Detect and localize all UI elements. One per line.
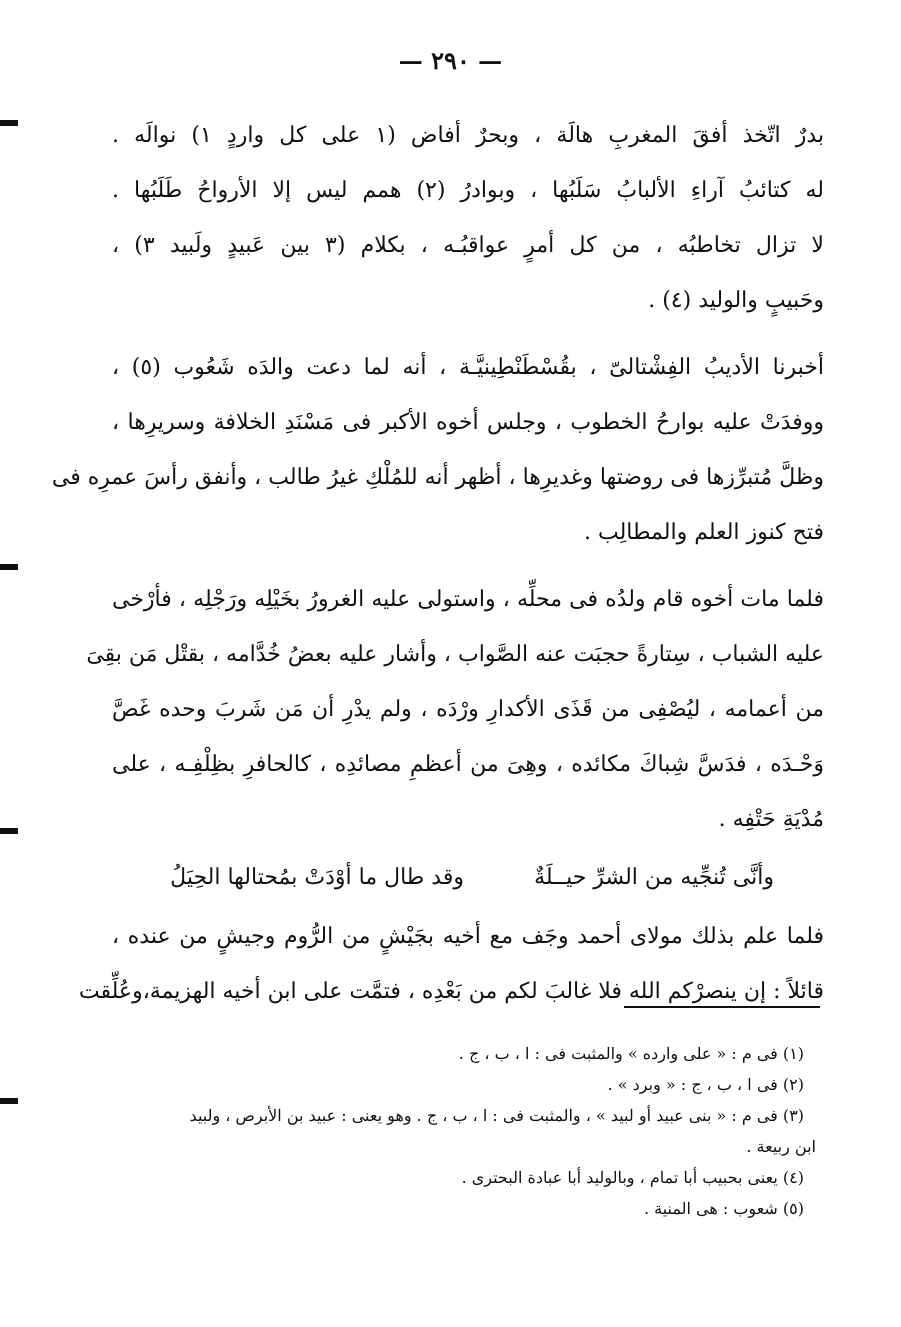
verse-hemistich-first: وأنَّى تُنجِّيه من الشرِّ حيــلَةٌ xyxy=(534,865,774,890)
text-line: وحَبيبٍ والوليد (٤) . xyxy=(648,288,824,313)
text-line: عليه الشباب ، سِتارةً حجبَت عنه الصَّواب ، وأشار عليه بعضُ خُدَّامه ، بقتْل مَن بقِىَ xyxy=(86,642,824,667)
footnote-divider xyxy=(624,1006,820,1008)
footnote-continuation: ابن ربيعة . xyxy=(746,1137,816,1156)
text-line: من أعمامه ، ليُصْفِى من قَذَى الأكدارِ ورْدَه ، ولم يدْرِ أن مَن شَربَ وحده غَصَّ xyxy=(112,697,824,722)
text-line: وَحْـدَه ، فدَسَّ شِباكَ مكائده ، وهِىَ من أعظمِ مصائدِه ، كالحافرِ بظِلْفِـه ، على xyxy=(112,752,824,777)
text-line: فتح كنوز العلم والمطالِب . xyxy=(584,520,824,545)
scan-edge-mark xyxy=(0,120,18,126)
footnote: (٤) يعنى بحبيب أبا تمام ، وبالوليد أبا عبادة البحترى . xyxy=(461,1168,804,1187)
footnote: (١) فى م : « على وارده » والمثبت فى : ا ، ب ، ج . xyxy=(458,1044,804,1063)
text-line: أخبرنا الأديبُ الفِشْتالىّ ، بقُسْطَنْطِينيَّـة ، أنه لما دعت والدَه شَعُوب (٥) ، xyxy=(112,355,824,380)
text-line: بدرٌ اتّخذ أفقَ المغربِ هالَة ، وبحرٌ أفاض (١ على كل واردٍ ١) نوالَه . xyxy=(112,123,825,148)
main-text xyxy=(51,108,825,1019)
text-line: له كتائبُ آراءِ الألبابُ سَلَبُها ، وبوادرُ (٢) همم ليس إلا الأرواحُ طَلَبُها . xyxy=(112,178,824,203)
verse-hemistich-second: وقد طال ما أوْدَتْ بمُحتالها الحِيَلُ xyxy=(170,865,464,890)
footnote: (٢) فى ا ، ب ، ج : « وبرد » . xyxy=(607,1075,804,1094)
text-line: فلما مات أخوه قام ولدُه فى محلِّه ، واستولى عليه الغرورُ بخَيْلِه ورَجْلِه ، فأرْخى xyxy=(112,587,824,612)
text-line: وظلَّ مُتبرِّزها فى روضتها وغديرِها ، أظهر أنه للمُلْكِ غيرُ طالب ، وأنفق رأسَ عمرِه فى xyxy=(51,465,824,490)
text-line: مُدْيَةِ حَتْفِه . xyxy=(718,807,824,832)
scan-edge-mark xyxy=(0,564,18,570)
text-line: لا تزال تخاطبُه ، من كل أمرٍ عواقبُـه ، بكلام (٣ بين عَبيدٍ ولَبيد ٣) ، xyxy=(112,233,824,258)
footnote: (٥) شعوب : هى المنية . xyxy=(643,1199,804,1218)
text-line: ووفدَتْ عليه بوارحُ الخطوب ، وجلس أخوه الأكبر فى مَسْنَدِ الخلافة وسريرِها ، xyxy=(112,410,824,435)
page-number: — ٢٩٠ — xyxy=(398,46,503,75)
text-line: فلما علم بذلك مولاى أحمد وجَف مع أخيه بجَيْشٍ من الرُّوم وجيشٍ من عنده ، xyxy=(112,924,824,949)
text-line: قائلاً : إن ينصرْكم الله فلا غالبَ لكم من بَعْدِه ، فتمَّت على ابن أخيه الهزيمة،وعُلِّقت xyxy=(78,979,824,1004)
poetry-verse xyxy=(112,847,824,909)
footnote: (٣) فى م : « بنى عبيد أو لبيد » ، والمثبت فى : ا ، ب ، ج . وهو يعنى : عبيد بن الأبرص ، ولبيد xyxy=(189,1106,804,1125)
scan-edge-mark xyxy=(0,1098,18,1104)
footnotes xyxy=(112,1038,824,1224)
scan-edge-mark xyxy=(0,828,18,834)
